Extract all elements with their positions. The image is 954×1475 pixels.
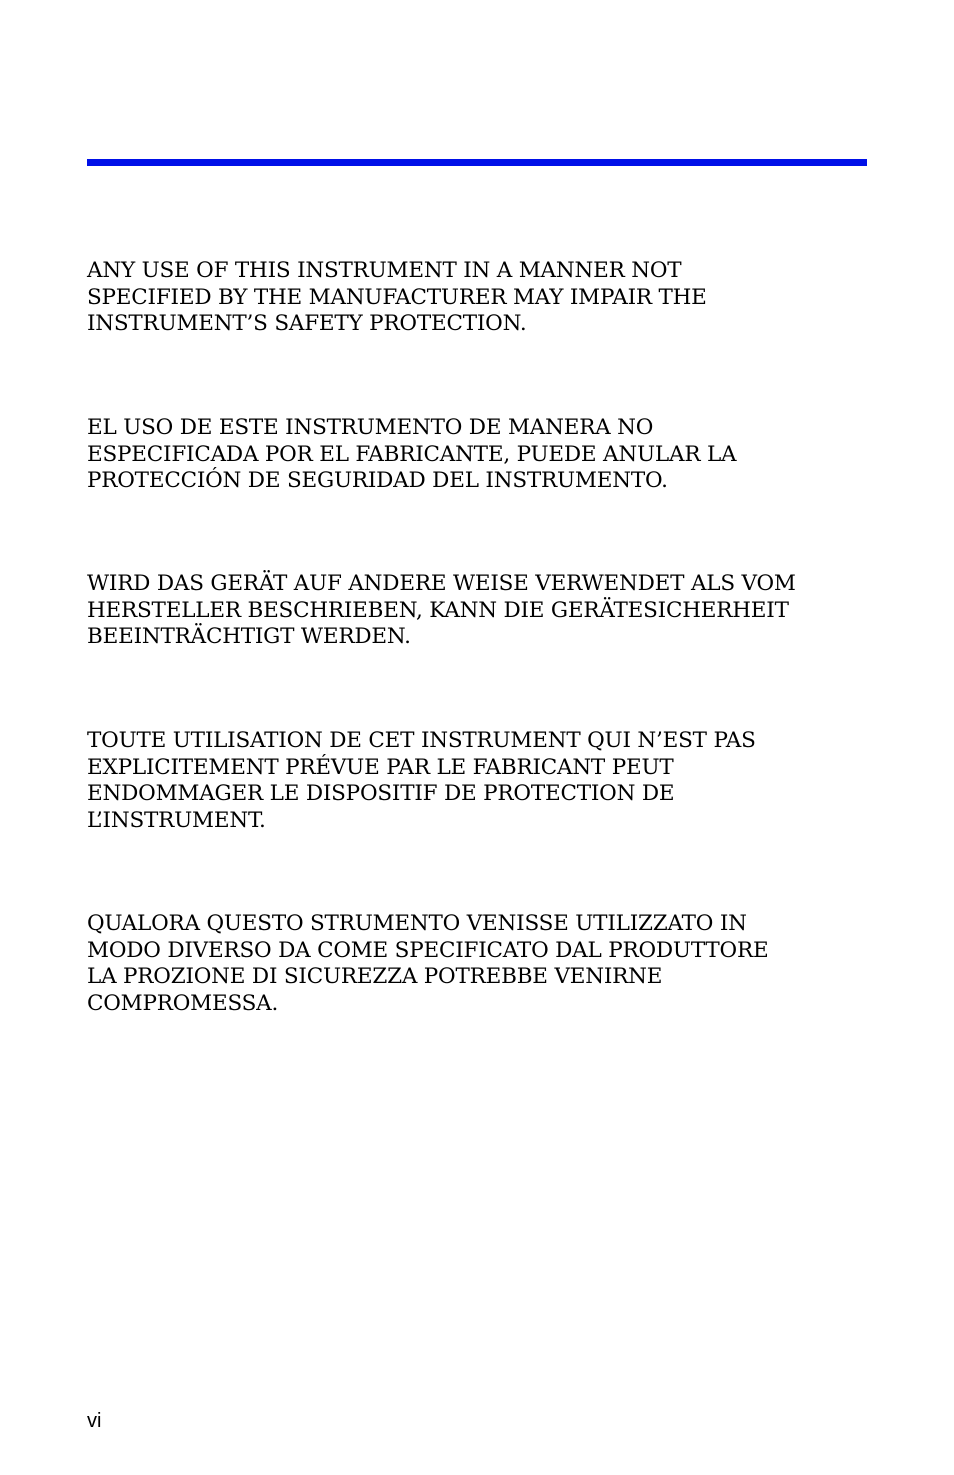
warning-italian: QUALORA QUESTO STRUMENTO VENISSE UTILIZZATO IN MODO DIVERSO DA COME SPECIFICATO DAL PRODUTTORE LA PROZIONE DI SICUREZZA POTREBBE VENIRNE COMPROMESSA.	[87, 911, 769, 1016]
warning-french: TOUTE UTILISATION DE CET INSTRUMENT QUI N’EST PAS EXPLICITEMENT PRÉVUE PAR LE FABRICANT PEUT ENDOMMAGER LE DISPOSITIF DE PROTECTION DE L’INSTRUMENT.	[87, 728, 756, 833]
warning-german: WIRD DAS GERÄT AUF ANDERE WEISE VERWENDET ALS VOM HERSTELLER BESCHRIEBEN, KANN DIE GERÄTESICHERHEIT BEEINTRÄCHTIGT WERDEN.	[87, 571, 796, 649]
warning-spanish: EL USO DE ESTE INSTRUMENTO DE MANERA NO ESPECIFICADA POR EL FABRICANTE, PUEDE ANULAR LA PROTECCIÓN DE SEGURIDAD DEL INSTRUMENTO.	[87, 415, 737, 493]
warning-english: ANY USE OF THIS INSTRUMENT IN A MANNER NOT SPECIFIED BY THE MANUFACTURER MAY IMPAIR THE INSTRUMENT’S SAFETY PROTECTION.	[87, 258, 707, 336]
page-number: vi	[87, 1410, 102, 1432]
header-rule	[87, 159, 867, 166]
